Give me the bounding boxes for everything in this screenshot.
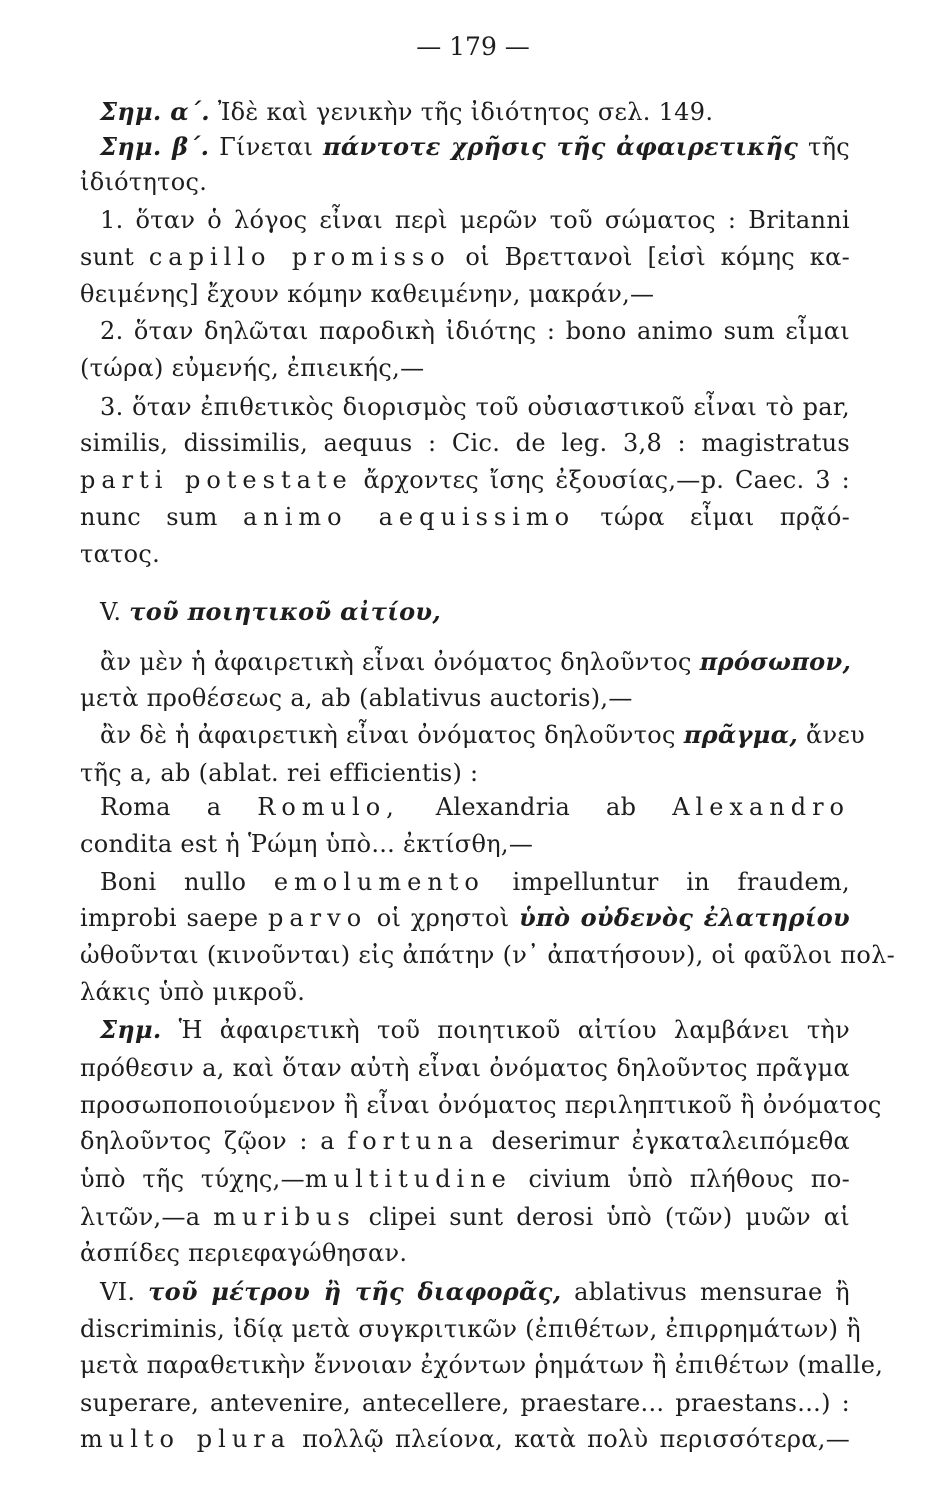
text-line-s5-head — [100, 595, 850, 629]
text-line-s6-1 — [100, 1275, 850, 1309]
text-line-s5-7 — [100, 865, 850, 899]
text-line-p1-1 — [100, 203, 850, 237]
text-run: (τώρα) εὐμενής, ἐπιεικής,— — [80, 354, 425, 382]
text-line-s6-3 — [80, 1348, 884, 1382]
page-number: — 179 — — [416, 32, 530, 61]
text-run: ἰδιότητος. — [80, 168, 208, 196]
text-line-s5-9 — [80, 938, 896, 972]
text-run: λάκις ὑπὸ μικροῦ. — [80, 978, 306, 1006]
spaced-text: capillo promisso — [148, 243, 451, 271]
text-run: δηλοῦντος ζῷον : a — [80, 1127, 348, 1155]
spaced-text: fortuna — [347, 1127, 479, 1155]
text-line-p1-2 — [80, 240, 850, 274]
text-line-s5-n3 — [80, 1088, 882, 1122]
spaced-text: multitudine — [304, 1165, 512, 1193]
spaced-text: parvo — [268, 904, 368, 932]
text-run: Alexandria ab — [399, 793, 673, 821]
text-run: οἱ χρηστοὶ — [367, 904, 520, 932]
text-line-p3-5 — [80, 537, 850, 571]
emphasized-text: τοῦ μέτρου ἢ τῆς διαφορᾶς, — [148, 1277, 562, 1306]
text-run: clipei sunt derosi ὑπὸ (τῶν) μυῶν αἱ — [355, 1203, 850, 1231]
text-run: VI. — [100, 1278, 149, 1306]
emphasized-text: πάντοτε χρῆσις τῆς ἀφαιρετικῆς — [322, 132, 799, 161]
emphasized-text: ὑπὸ οὐδενὸς ἐλατηρίου — [519, 903, 850, 932]
spaced-text: Romulo, — [257, 793, 400, 821]
text-run: condita est ἡ Ῥώμη ὑπὸ... ἐκτίσθη,— — [80, 830, 534, 858]
text-run: λιτῶν,—a — [80, 1203, 214, 1231]
text-run: τῆς a, ab (ablat. rei efficientis) : — [80, 759, 479, 787]
text-run: V. — [100, 598, 130, 626]
text-run: πρόθεσιν a, καὶ ὅταν αὐτὴ εἶναι ὀνόματος δηλοῦντος πρᾶγμα — [80, 1054, 850, 1082]
text-line-s5-4 — [80, 756, 850, 790]
text-line-s5-n4 — [80, 1124, 850, 1158]
text-run: ἄνευ — [798, 721, 865, 749]
text-line-p2-1 — [100, 314, 850, 348]
spaced-text: animo aequissimo — [242, 503, 576, 531]
text-run: Boni nullo — [100, 868, 274, 896]
text-run: impelluntur in fraudem, — [484, 868, 850, 896]
text-run: πολλῷ πλείονα, κατὰ πολὺ περισσότερα,— — [291, 1425, 850, 1453]
text-line-note-a — [100, 95, 850, 129]
spaced-text: parti potestate — [80, 466, 353, 494]
emphasized-text: Σημ. — [100, 1015, 162, 1044]
text-run: τατος. — [80, 540, 161, 568]
text-line-s5-n6 — [80, 1200, 850, 1234]
text-run: προσωποποιούμενον ἢ εἶναι ὀνόματος περιληπτικοῦ ἢ ὀνόματος — [80, 1091, 882, 1119]
text-run: ὑπὸ τῆς τύχης,— — [80, 1165, 305, 1193]
text-line-p3-1 — [100, 390, 850, 424]
text-run: ablativus mensurae ἢ — [561, 1278, 850, 1306]
text-run: τώρα εἶμαι πρᾷό- — [575, 503, 850, 531]
text-run: ὠθοῦνται (κινοῦνται) εἰς ἀπάτην (ν᾿ ἀπατήσουν), οἱ φαῦλοι πολ- — [80, 941, 896, 969]
text-line-s6-2 — [80, 1312, 861, 1346]
text-run: similis, dissimilis, aequus : Cic. de leg. 3,8 : magistratus — [80, 429, 850, 457]
text-line-s5-n2 — [80, 1051, 850, 1085]
text-line-s5-6 — [80, 827, 850, 861]
text-line-s6-5 — [80, 1422, 850, 1456]
text-line-p1-3 — [80, 277, 850, 311]
spaced-text: muribus — [213, 1203, 356, 1231]
text-line-note-b-2 — [80, 165, 850, 199]
text-run: μετὰ προθέσεως a, ab (ablativus auctoris),— — [80, 684, 633, 712]
text-line-s5-1 — [100, 645, 850, 679]
text-line-s5-10 — [80, 975, 850, 1009]
spaced-text: Alexandro — [672, 793, 850, 821]
text-run: nunc sum — [80, 503, 243, 531]
text-run: θειμένης] ἔχουν κόμην καθειμένην, μακράν,— — [80, 280, 655, 308]
text-run: ἂν μὲν ἡ ἀφαιρετικὴ εἶναι ὀνόματος δηλοῦντος — [100, 648, 700, 676]
text-run: Roma a — [100, 793, 258, 821]
text-line-p2-2 — [80, 351, 850, 385]
spaced-text: emolumento — [273, 868, 485, 896]
text-line-s5-8 — [80, 901, 850, 935]
emphasized-text: πρόσωπον, — [699, 647, 852, 676]
text-run: Ἡ ἀφαιρετικὴ τοῦ ποιητικοῦ αἰτίου λαμβάνει τὴν — [161, 1016, 850, 1044]
emphasized-text: Σημ. β΄. — [100, 132, 210, 161]
text-run: τῆς — [798, 133, 850, 161]
text-run: ἄρχοντες ἴσης ἐξουσίας,—p. Caec. 3 : — [352, 466, 850, 494]
text-run: ἀσπίδες περιεφαγώθησαν. — [80, 1239, 408, 1267]
text-line-note-b-1 — [100, 130, 850, 164]
text-run: Ἰδὲ καὶ γενικὴν τῆς ἰδιότητος σελ. 149. — [209, 98, 714, 126]
text-run: civium ὑπὸ πλήθους πο- — [511, 1165, 850, 1193]
text-line-p3-4 — [80, 500, 850, 534]
text-run: Γίνεται — [209, 133, 323, 161]
text-run: 1. ὅταν ὁ λόγος εἶναι περὶ μερῶν τοῦ σώματος : Britanni — [100, 206, 850, 234]
text-run: 3. ὅταν ἐπιθετικὸς διορισμὸς τοῦ οὐσιαστικοῦ εἶναι τὸ par, — [100, 393, 850, 421]
emphasized-text: Σημ. α΄. — [100, 97, 210, 126]
text-line-s5-5 — [100, 790, 850, 824]
text-run: μετὰ παραθετικὴν ἔννοιαν ἐχόντων ῥημάτων ἢ ἐπιθέτων (malle, — [80, 1351, 884, 1379]
text-run: deserimur ἐγκαταλειπόμεθα — [479, 1127, 850, 1155]
text-run: superare, antevenire, antecellere, praestare... praestans...) : — [80, 1389, 850, 1417]
spaced-text: multo plura — [80, 1425, 292, 1453]
text-line-s5-2 — [80, 681, 850, 715]
text-run: 2. ὅταν δηλῶται παροδικὴ ἰδιότης : bono animo sum εἶμαι — [100, 317, 850, 345]
emphasized-text: πρᾶγμα, — [683, 720, 799, 749]
text-run: discriminis, ἰδίᾳ μετὰ συγκριτικῶν (ἐπιθέτων, ἐπιρρημάτων) ἢ — [80, 1315, 861, 1343]
text-line-s5-n7 — [80, 1236, 850, 1270]
text-line-s6-4 — [80, 1386, 850, 1420]
text-line-s5-n5 — [80, 1162, 850, 1196]
emphasized-text: τοῦ ποιητικοῦ αἰτίου, — [129, 597, 442, 626]
text-run: sunt — [80, 243, 149, 271]
text-run: ἂν δὲ ἡ ἀφαιρετικὴ εἶναι ὀνόματος δηλοῦντος — [100, 721, 684, 749]
text-line-s5-n1 — [100, 1013, 850, 1047]
text-line-p3-2 — [80, 426, 850, 460]
text-run: improbi saepe — [80, 904, 268, 932]
text-line-p3-3 — [80, 463, 850, 497]
text-run: οἱ Βρεττανοὶ [εἰσὶ κόμης κα- — [450, 243, 851, 271]
text-line-s5-3 — [100, 718, 865, 752]
